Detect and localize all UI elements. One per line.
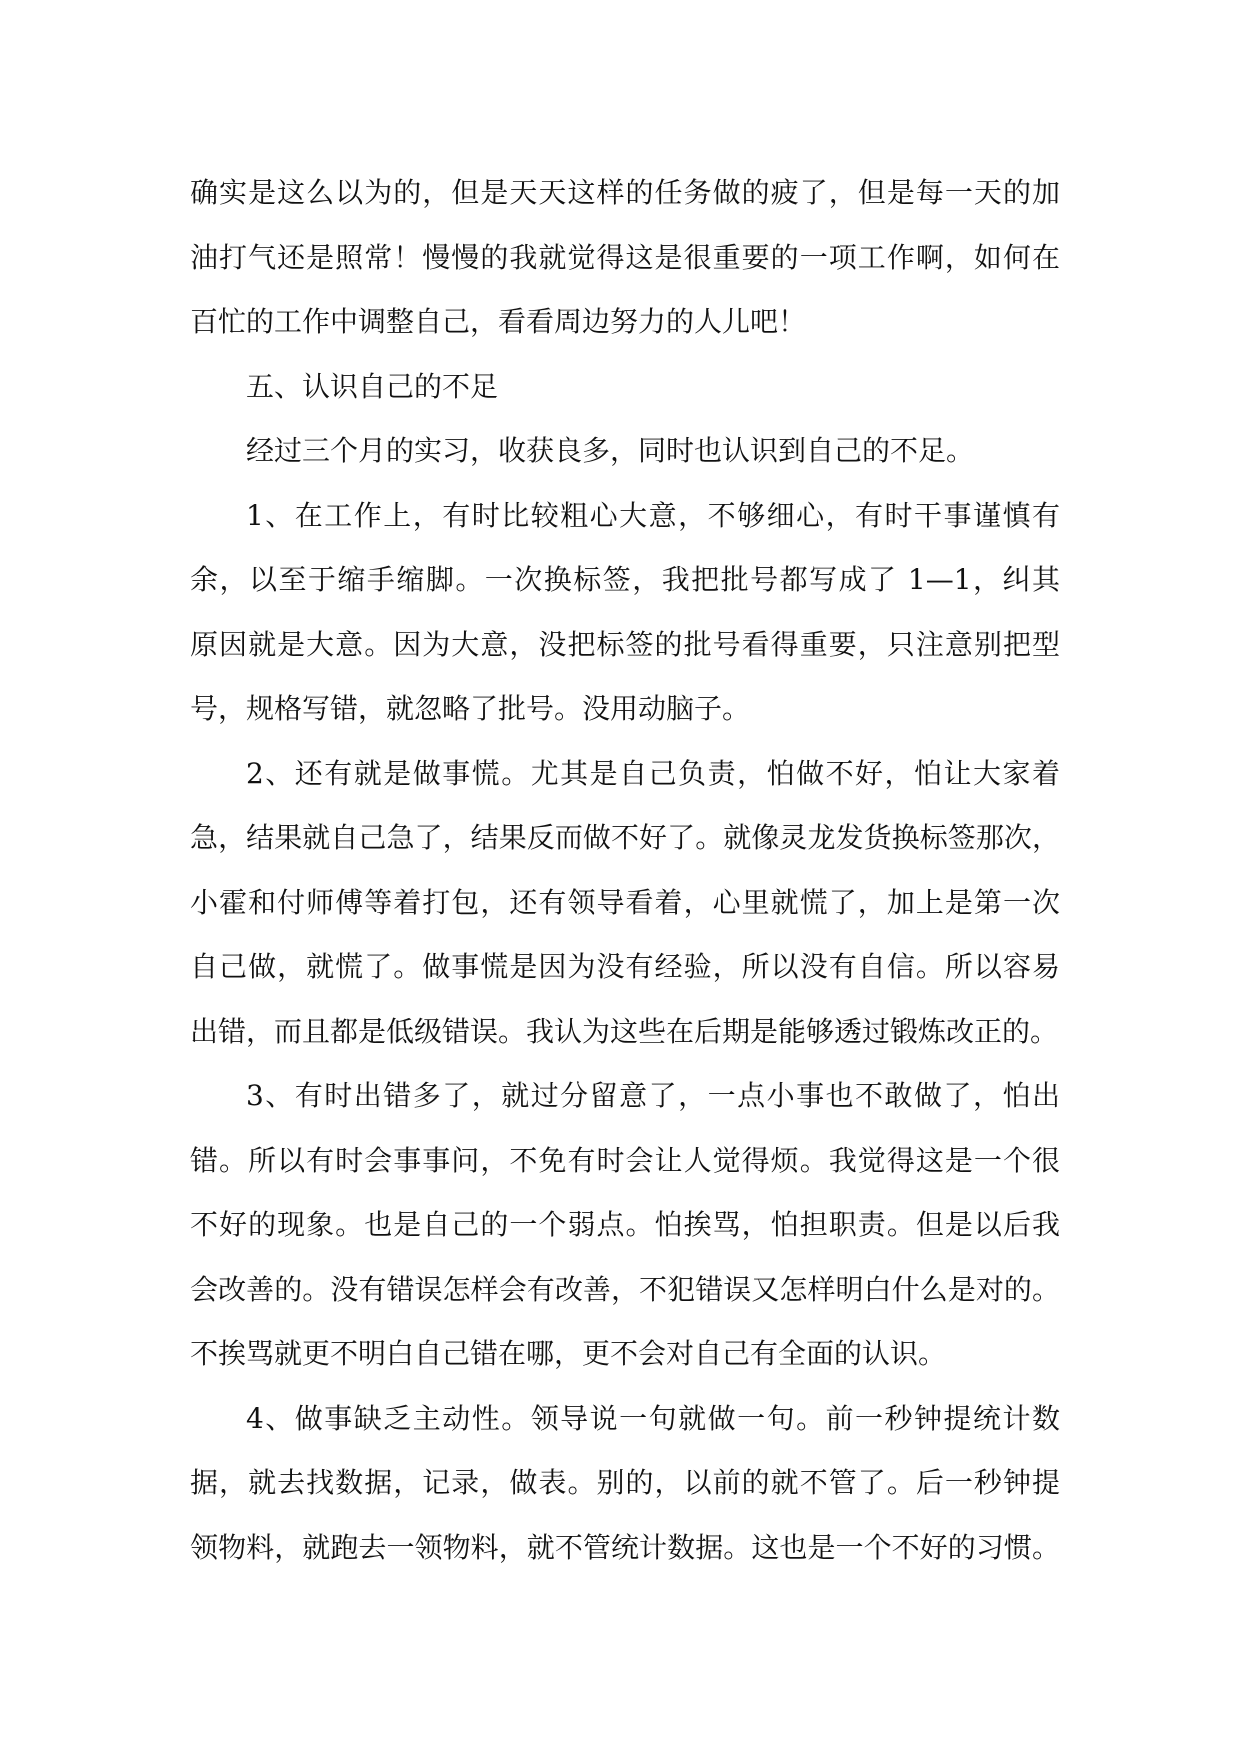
body-text [190,161,1060,1580]
text-line: 领物料，就跑去一领物料，就不管统计数据。这也是一个不好的习惯。 [190,1530,1060,1564]
text-line: 错。所以有时会事事问，不免有时会让人觉得烦。我觉得这是一个很 [190,1143,1060,1177]
text-line: 会改善的。没有错误怎样会有改善，不犯错误又怎样明白什么是对的。 [190,1272,1060,1306]
text-line: 据，就去找数据，记录，做表。别的，以前的就不管了。后一秒钟提 [190,1466,1060,1499]
text-line: 急，结果就自己急了，结果反而做不好了。就像灵龙发货换标签那次， [190,821,1060,854]
text-line: 小霍和付师傅等着打包，还有领导看着，心里就慌了，加上是第一次 [190,885,1060,919]
text-line: 1、在工作上，有时比较粗心大意，不够细心，有时干事谨慎有 [246,498,1060,532]
text-line: 百忙的工作中调整自己，看看周边努力的人儿吧！ [190,305,807,338]
text-line: 余，以至于缩手缩脚。一次换标签，我把批号都写成了 1—1，纠其 [190,563,1060,596]
text-line: 2、还有就是做事慌。尤其是自己负责，怕做不好，怕让大家着 [246,756,1060,790]
text-line: 确实是这么以为的，但是天天这样的任务做的疲了，但是每一天的加 [190,176,1060,209]
text-line: 五、认识自己的不足 [246,369,499,403]
text-line: 4、做事缺乏主动性。领导说一句就做一句。前一秒钟提统计数 [246,1401,1060,1435]
text-line: 3、有时出错多了，就过分留意了，一点小事也不敢做了，怕出 [246,1079,1060,1112]
text-line: 号，规格写错，就忽略了批号。没用动脑子。 [190,692,751,725]
text-line: 原因就是大意。因为大意，没把标签的批号看得重要，只注意别把型 [190,627,1060,661]
text-line: 出错，而且都是低级错误。我认为这些在后期是能够透过锻炼改正的。 [190,1014,1059,1048]
text-line: 经过三个月的实习，收获良多，同时也认识到自己的不足。 [246,434,975,467]
text-line: 自己做，就慌了。做事慌是因为没有经验，所以没有自信。所以容易 [190,950,1060,983]
text-line: 不挨骂就更不明白自己错在哪，更不会对自己有全面的认识。 [190,1337,947,1370]
text-line: 油打气还是照常！慢慢的我就觉得这是很重要的一项工作啊，如何在 [190,240,1060,274]
text-line: 不好的现象。也是自己的一个弱点。怕挨骂，怕担职责。但是以后我 [190,1208,1060,1241]
